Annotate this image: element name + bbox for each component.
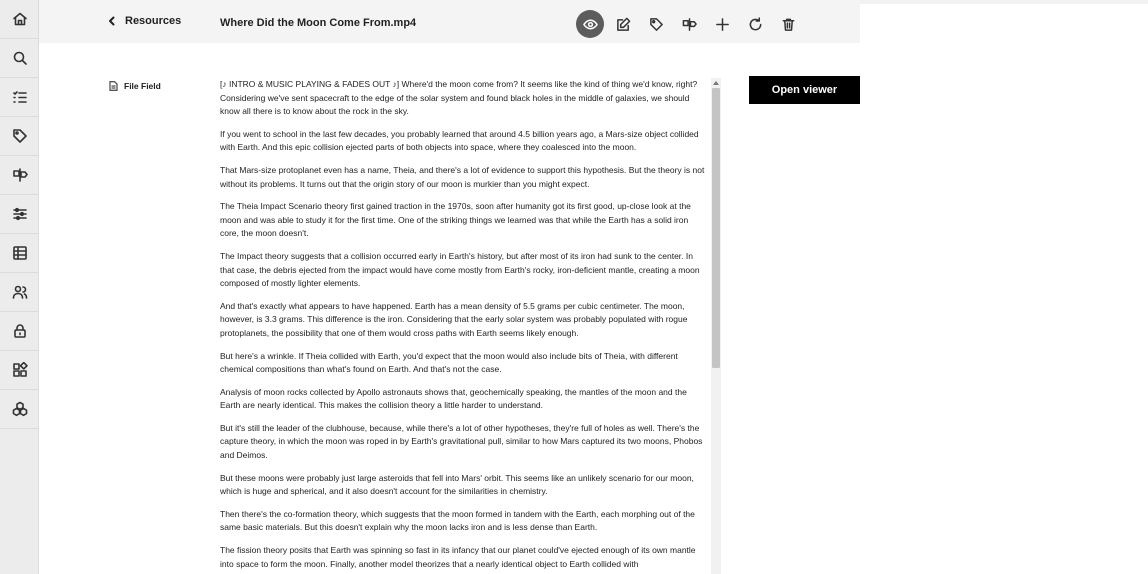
chevron-left-icon (107, 16, 117, 26)
main-panel (39, 0, 860, 574)
list-icon (12, 89, 28, 105)
transcript-paragraph: The Theia Impact Scenario theory first gained traction in the 1970s, soon after humanity got its first good, up-close look at the moon and was able to study it for the first time. One of the striking things we learned was that while the Earth has a solid iron core, the moon doesn't. (220, 201, 691, 239)
refresh-button[interactable] (741, 10, 769, 38)
delete-button[interactable] (774, 10, 802, 38)
transcript-paragraph: That Mars-size protoplanet even has a name, Theia, and there's a lot of evidence to support this hypothesis. But the theory is not without its problems. It turns out that the origin story of our moon is murkier than you might expect. (220, 164, 705, 189)
signpost-icon (682, 17, 697, 32)
open-viewer-button[interactable]: Open viewer (749, 76, 860, 104)
transcript-scrollbar[interactable] (711, 78, 721, 574)
file-field-label (109, 81, 161, 91)
plus-icon (715, 17, 730, 32)
tag-icon (649, 17, 664, 32)
toolbar (576, 10, 807, 38)
back-label: Resources (125, 15, 182, 27)
sidebar-item-tags[interactable] (0, 117, 39, 156)
transcript-text (220, 78, 709, 574)
viewer-area (860, 0, 1148, 574)
sidebar-item-home[interactable] (0, 0, 39, 39)
tag-icon (12, 128, 28, 144)
transcript-paragraph: Then there's the co-formation theory, which suggests that the moon formed in tandem with the Earth, each morphing out of the same basic materials. But this doesn't explain why the moon lacks iron and is less dense than Earth. (220, 508, 695, 533)
sidebar-item-search[interactable] (0, 39, 39, 78)
scroll-up-arrow[interactable] (711, 78, 721, 88)
transcript-paragraph: But here's a wrinkle. If Theia collided with Earth, you'd expect that the moon would also include bits of Theia, with different chemical compositions than what's found on Earth. And that's not the case. (220, 350, 678, 375)
sidebar-item-signpost[interactable] (0, 156, 39, 195)
sidebar-item-list[interactable] (0, 78, 39, 117)
refresh-icon (748, 17, 763, 32)
users-icon (12, 284, 28, 300)
sidebar-item-network[interactable] (0, 390, 39, 429)
lock-icon (12, 323, 28, 339)
signpost-icon (12, 167, 28, 183)
sidebar-item-security[interactable] (0, 312, 39, 351)
tag-button[interactable] (642, 10, 670, 38)
edit-icon (616, 17, 631, 32)
eye-icon (583, 17, 598, 32)
transcript-paragraph: But these moons were probably just large asteroids that fell into Mars' orbit. This seems like an unlikely scenario for our moon, which is huge and spherical, and it also doesn't account for the similarities in chemistry. (220, 472, 694, 497)
grid-icon (12, 362, 28, 378)
search-icon (12, 50, 28, 66)
scrollbar-thumb[interactable] (712, 88, 720, 368)
network-icon (12, 401, 28, 417)
add-button[interactable] (708, 10, 736, 38)
transcript-paragraph: And that's exactly what appears to have happened. Earth has a mean density of 5.5 grams per cubic centimeter. The moon, however, is 3.3 grams. This difference is the iron. Considering that the early solar system was probably populated with rogue protoplanets, the possibility that one of them would cross paths with Earth seems likely enough. (220, 300, 688, 338)
page-title: Where Did the Moon Come From.mp4 (220, 17, 417, 29)
transcript-paragraph: The Impact theory suggests that a collision occurred early in Earth's history, but after most of its iron had sunk to the center. In that case, the debris ejected from the impact would have come mostly from Earth's rocky, iron-deficient mantle, creating a moon composed of mostly lighter elements. (220, 250, 700, 289)
caret-up-icon (713, 81, 719, 85)
file-icon (109, 81, 118, 91)
trash-icon (781, 17, 796, 32)
transcript-paragraph: But it's still the leader of the clubhouse, because, while there's a lot of other hypotheses, they're full of holes as well. There's the capture theory, in which the moon was roped in by Earth's gravitational pull, similar to how Mars captured its two moons, Phobos and Deimos. (220, 422, 703, 461)
view-button[interactable] (576, 10, 604, 38)
back-to-resources-button[interactable] (107, 15, 181, 27)
sidebar-rail (0, 0, 39, 574)
viewer-top-strip (860, 0, 1148, 4)
sidebar-item-apps[interactable] (0, 351, 39, 390)
workflow-icon (12, 245, 28, 261)
file-field-text: File Field (124, 81, 161, 91)
transcript-paragraph: The fission theory posits that Earth was spinning so fast in its infancy that our planet could've ejected enough of its own mantle into space to form the moon. Finally, another model theorizes that a nearly identical object to Earth collided with (220, 545, 696, 569)
sidebar-item-users[interactable] (0, 273, 39, 312)
transcript-paragraph: [♪ INTRO & MUSIC PLAYING & FADES OUT ♪] Where'd the moon come from? It seems like the kind of thing we'd know, right? Considering we've sent spacecraft to the edge of the solar system and found black holes in the middle of galaxies, we should know all there is to know about the rock in the sky. (220, 79, 698, 117)
edit-button[interactable] (609, 10, 637, 38)
header-bar (39, 0, 860, 43)
transcript-paragraph: Analysis of moon rocks collected by Apollo astronauts shows that, geochemically speaking, the mantles of the moon and the Earth are nearly identical. This makes the collision theory a little harder to understand. (220, 386, 687, 411)
signpost-button[interactable] (675, 10, 703, 38)
home-icon (12, 11, 28, 27)
sidebar-item-filters[interactable] (0, 195, 39, 234)
transcript-paragraph: If you went to school in the last few decades, you probably learned that around 4.5 billion years ago, a Mars-size object collided with Earth. And this epic collision ejected parts of both objects into space, where they coalesced into the moon. (220, 128, 699, 153)
sliders-icon (12, 206, 28, 222)
sidebar-item-workflow[interactable] (0, 234, 39, 273)
